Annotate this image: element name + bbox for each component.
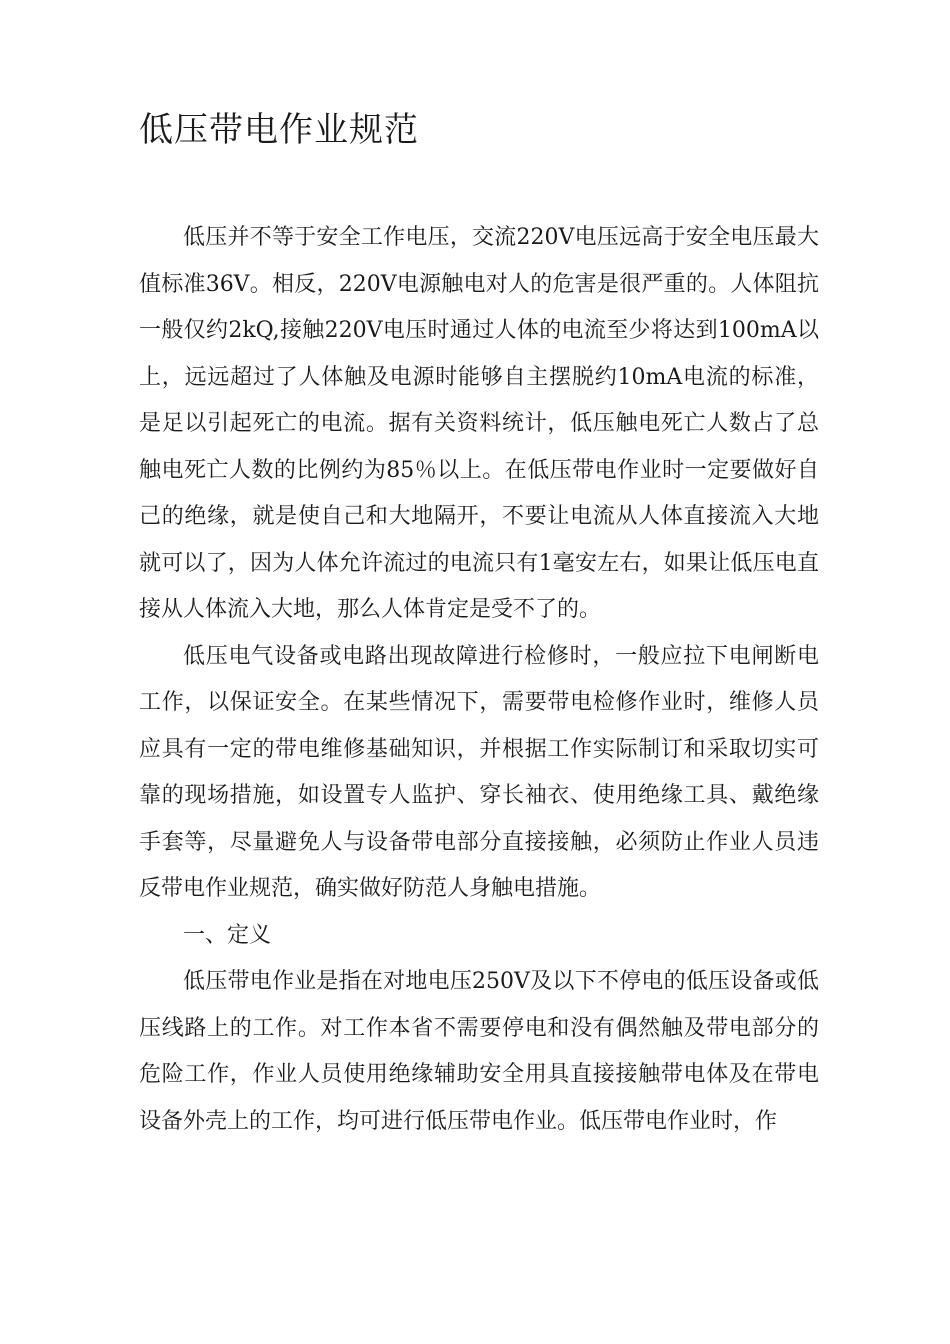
paragraph-definition: 低压带电作业是指在对地电压250V及以下不停电的低压设备或低压线路上的工作。对工作本省不需要停电和没有偶然触及带电部分的危险工作，作业人员使用绝缘辅助安全用具直接接触带电体及在带电设备外壳上的工作，均可进行低压带电作业。低压带电作业时，作 (139, 969, 819, 1134)
document-title: 低压带电作业规范 (139, 110, 419, 150)
paragraph-maintenance: 低压电气设备或电路出现故障进行检修时，一般应拉下电闸断电工作，以保证安全。在某些情况下，需要带电检修作业时，维修人员应具有一定的带电维修基础知识，并根据工作实际制订和采取切实可靠的现场措施，如设置专人监护、穿长袖衣、使用绝缘工具、戴绝缘手套等，尽量避免人与设备带电部分直接接触，必须防止作业人员违反带电作业规范，确实做好防范人身触电措施。 (139, 643, 819, 901)
document-body (139, 215, 819, 1145)
paragraph-hazard-intro: 低压并不等于安全工作电压，交流220V电压远高于安全电压最大值标准36V。相反，220V电源触电对人的危害是很严重的。人体阻抗一般仅约2kQ,接触220V电压时通过人体的电流至少将达到100mA以上，远远超过了人体触及电源时能够自主摆脱约10mA电流的标准，是足以引起死亡的电流。据有关资料统计，低压触电死亡人数占了总触电死亡人数的比例约为85％以上。在低压带电作业时一定要做好自己的绝缘，就是使自己和大地隔开，不要让电流从人体直接流入大地就可以了，因为人体允许流过的电流只有1毫安左右，如果让低压电直接从人体流入大地，那么人体肯定是受不了的。 (139, 225, 819, 622)
section-heading-definition: 一、定义 (183, 922, 272, 948)
